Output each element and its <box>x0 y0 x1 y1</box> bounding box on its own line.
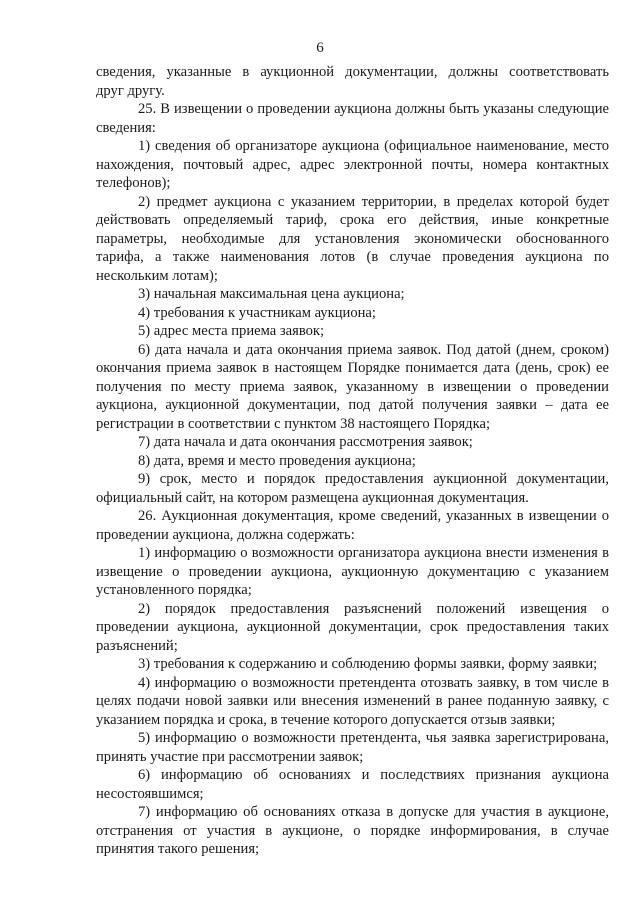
text-line: 8) дата, время и место проведения аукциона; <box>138 452 416 469</box>
text-line: регистрации в соответствии с пунктом 38 настоящего Порядка; <box>96 415 491 432</box>
text-line: принятия такого решения; <box>96 841 260 857</box>
text-line: проведении аукциона, должна содержать: <box>96 526 355 543</box>
text-line: 3) требования к содержанию и соблюдению формы заявки, форму заявки; <box>138 656 598 672</box>
text-line: окончания приема заявок в настоящем Порядке понимается дата (день, срок) ее <box>96 360 609 376</box>
text-line: телефонов); <box>96 175 171 191</box>
text-line: 7) дата начала и дата окончания рассмотрения заявок; <box>138 434 473 450</box>
text-line: 1) сведения об организаторе аукциона (официальное наименование, место <box>138 138 609 154</box>
text-line: 6) информацию об основаниях и последствиях признания аукциона <box>138 767 609 783</box>
text-line: извещение о проведении аукциона, аукционную документацию с указанием <box>96 563 609 580</box>
text-line: аукциона, аукционной документации, под датой получения заявки – дата ее <box>96 397 609 413</box>
text-line: принять участие при рассмотрении заявок; <box>96 748 364 765</box>
text-line: указанием порядка и срока, в течение которого допускается отзыв заявки; <box>96 711 556 728</box>
text-line: 6) дата начала и дата окончания приема заявок. Под датой (днем, сроком) <box>138 341 609 358</box>
text-line: 3) начальная максимальная цена аукциона; <box>138 286 405 302</box>
text-line: 9) срок, место и порядок предоставления аукционной документации, <box>138 471 609 487</box>
text-line: сведения, указанные в аукционной документации, должны соответствовать <box>96 64 609 80</box>
text-line: сведения: <box>96 119 156 136</box>
text-line: целях подачи новой заявки или внесения изменений в ранее поданную заявку, с <box>96 693 609 709</box>
text-line: официальный сайт, на котором размещена аукционная документация. <box>96 489 529 506</box>
text-line: проведении аукциона, аукционной документации, срок предоставления таких <box>96 619 609 635</box>
text-line: 4) информацию о возможности претендента отозвать заявку, в том числе в <box>138 674 609 691</box>
text-line: 5) информацию о возможности претендента, чья заявка зарегистрирована, <box>138 730 609 746</box>
text-line: 5) адрес места приема заявок; <box>138 323 325 339</box>
text-line: получения по месту приема заявок, указанному в извещении о проведении <box>96 378 609 395</box>
text-line: тарифа, а также наименования лотов (в случае проведения аукциона по <box>96 249 609 265</box>
text-line: 7) информацию об основаниях отказа в допуске для участия в аукционе, <box>138 804 609 820</box>
text-line: нахождения, почтовый адрес, адрес электронной почты, номера контактных <box>96 156 609 173</box>
text-line: 1) информацию о возможности организатора аукциона внести изменения в <box>138 545 609 561</box>
page-number: 6 <box>316 40 324 56</box>
text-line: 2) порядок предоставления разъяснений положений извещения о <box>138 600 609 617</box>
text-line: несостоявшимся; <box>96 785 204 802</box>
text-line: параметры, необходимые для установления экономически обоснованного <box>96 230 609 247</box>
document-body <box>96 63 609 859</box>
text-line: установленного порядка; <box>96 582 252 598</box>
text-line: отстранения от участия в аукционе, о порядке информирования, в случае <box>96 822 609 839</box>
text-line: 2) предмет аукциона с указанием территории, в пределах которой будет <box>138 193 609 210</box>
text-line: 25. В извещении о проведении аукциона должны быть указаны следующие <box>138 101 609 117</box>
text-line: разъяснений; <box>96 637 178 654</box>
text-line: действовать определяемый тариф, срока его действия, иные конкретные <box>96 212 609 228</box>
text-line: нескольким лотам); <box>96 267 218 284</box>
text-line: 26. Аукционная документация, кроме сведений, указанных в извещении о <box>138 508 609 524</box>
text-line: друг другу. <box>96 82 165 99</box>
text-line: 4) требования к участникам аукциона; <box>138 304 376 321</box>
